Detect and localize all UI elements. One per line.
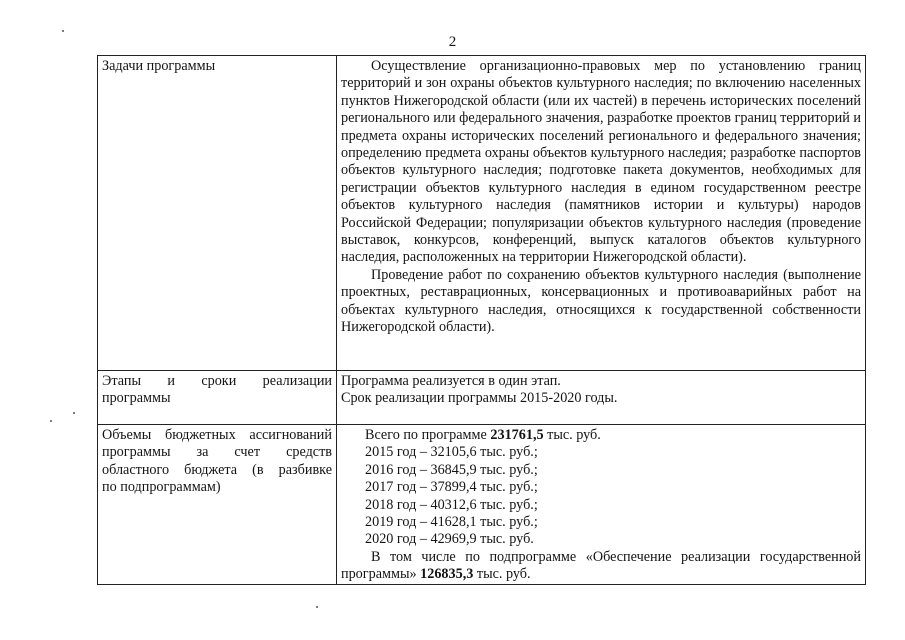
scan-speck bbox=[50, 420, 52, 422]
budget-year-line: 2016 год – 36845,9 тыс. руб.; bbox=[365, 461, 538, 478]
budget-total-value: 231761,5 bbox=[490, 427, 544, 443]
table-row-tasks bbox=[98, 56, 866, 371]
budget-year-line: 2019 год – 41628,1 тыс. руб.; bbox=[365, 514, 538, 531]
stages-line-2: Срок реализации программы 2015-2020 годы. bbox=[341, 390, 618, 407]
value-cell-tasks bbox=[337, 56, 866, 371]
label-stages-line-1: Этапы и сроки реализации bbox=[102, 373, 332, 389]
budget-year-line: 2020 год – 42969,9 тыс. руб. bbox=[365, 531, 534, 548]
page-number: 2 bbox=[448, 34, 457, 50]
budget-subprogram-paragraph bbox=[341, 549, 861, 584]
value-cell-stages bbox=[337, 371, 866, 425]
budget-sub-suffix: тыс. руб. bbox=[473, 566, 531, 583]
scan-speck bbox=[62, 30, 64, 32]
label-budget-line-4: по подпрограммам) bbox=[102, 479, 221, 496]
label-tasks: Задачи программы bbox=[102, 58, 216, 74]
budget-sub-value: 126835,3 bbox=[420, 566, 474, 583]
label-cell-stages bbox=[98, 371, 337, 425]
value-cell-budget bbox=[337, 425, 866, 585]
budget-total-prefix: Всего по программе bbox=[365, 427, 491, 443]
table-row-stages bbox=[98, 371, 866, 425]
budget-sub-prefix: В том числе по подпрограмме «Обеспечение реализации государственной программы» bbox=[341, 548, 861, 583]
table-row-budget bbox=[98, 425, 866, 585]
label-stages-line-2: программы bbox=[102, 390, 171, 407]
budget-total-suffix: тыс. руб. bbox=[543, 427, 601, 443]
budget-year-line: 2017 год – 37899,4 тыс. руб.; bbox=[365, 479, 538, 496]
budget-year-line: 2015 год – 32105,6 тыс. руб.; bbox=[365, 444, 538, 461]
label-cell-tasks bbox=[98, 56, 337, 371]
label-budget-line-2: программы за счет средств bbox=[102, 444, 332, 461]
label-cell-budget bbox=[98, 425, 337, 585]
budget-total-line bbox=[341, 427, 861, 444]
scan-speck bbox=[316, 606, 318, 608]
program-passport-table bbox=[97, 55, 866, 585]
stages-line-1: Программа реализуется в один этап. bbox=[341, 373, 561, 389]
label-budget-line-1: Объемы бюджетных ассигнований bbox=[102, 427, 332, 443]
budget-year-line: 2018 год – 40312,6 тыс. руб.; bbox=[365, 496, 538, 513]
tasks-paragraph-2: Проведение работ по сохранению объектов культурного наследия (выполнение проектных, реставрационных, консервационных и противоаварийных работ на объектах культурного наследия, относящихся к государственной собственности Нижегородской области). bbox=[341, 266, 861, 336]
tasks-paragraph-1: Осуществление организационно-правовых мер по установлению границ территорий и зон охраны объектов культурного наследия; по включению населенных пунктов Нижегородской области (или их частей) в перечень исторических поселений регионального или федерального значения, разработке проектов границ территорий и предмета охраны исторических поселений регионального и федерального значения; определению предмета охраны объектов культурного наследия; разработке паспортов объектов культурного наследия; подготовке пакета документов, необходимых для регистрации объектов культурного наследия в едином государственном реестре объектов культурного наследия (памятников истории и культуры) народов Российской Федерации; популяризации объектов культурного наследия (проведение выставок, конкурсов, конференций, выпуск каталогов объектов культурного наследия, расположенных на территории Нижегородской области). bbox=[341, 58, 861, 266]
label-budget-line-3: областного бюджета (в разбивке bbox=[102, 461, 332, 478]
scan-speck bbox=[73, 412, 75, 414]
